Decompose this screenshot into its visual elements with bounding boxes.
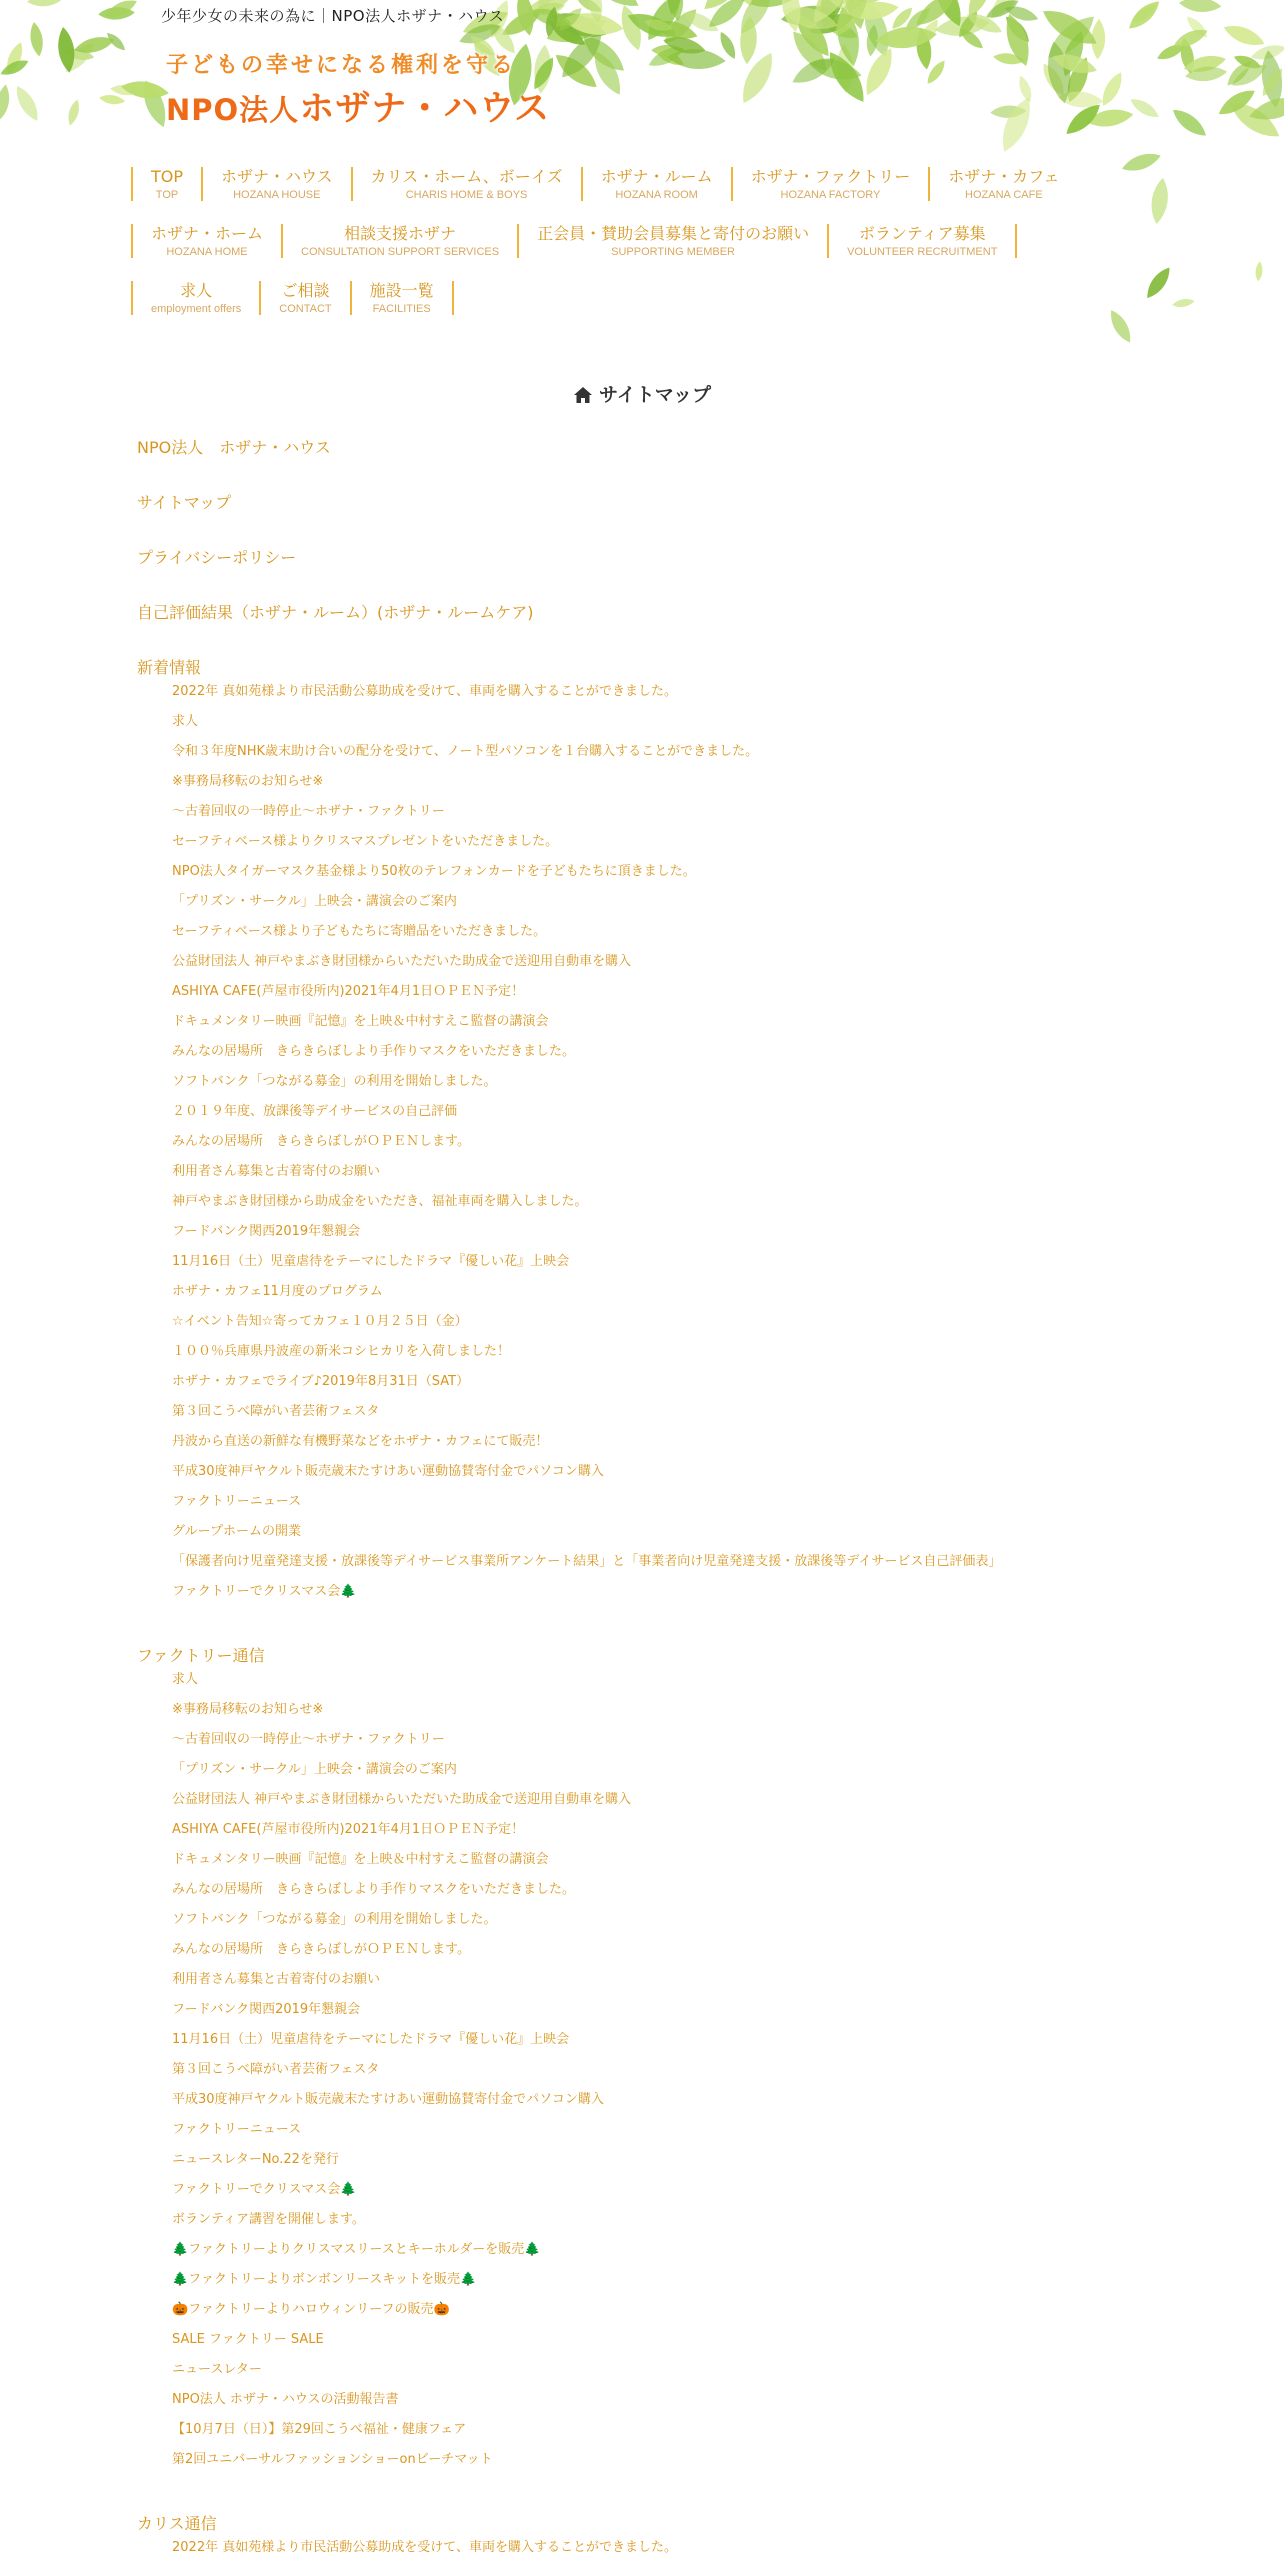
main-content xyxy=(137,380,1147,2568)
list-item xyxy=(172,1702,1147,1732)
sitemap-post-list xyxy=(172,2540,1147,2568)
sitemap-post-link[interactable]: セーフティベース様よりクリスマスプレゼントをいただきました。 xyxy=(172,834,559,849)
list-item xyxy=(172,2272,1147,2302)
site-logo[interactable] xyxy=(166,48,550,131)
leaf-shape xyxy=(1221,20,1267,50)
sitemap-post-link[interactable]: みんなの居場所 きらきらぼしより手作りマスクをいただきました。 xyxy=(172,1882,576,1897)
leaf-shape xyxy=(27,0,65,8)
site-header xyxy=(0,0,1284,360)
nav-label: ホザナ・ファクトリー xyxy=(750,167,911,186)
list-item xyxy=(172,894,1147,924)
sitemap-post-link[interactable]: セーフティベース様より子どもたちに寄贈品をいただきました。 xyxy=(172,924,547,939)
sitemap-post-link[interactable]: ファクトリーでクリスマス会🌲 xyxy=(172,1584,357,1599)
leaf-shape xyxy=(66,98,82,126)
sitemap-post-link[interactable]: ボランティア講習を開催します。 xyxy=(172,2212,365,2227)
sitemap-link-self-evaluation[interactable]: 自己評価結果（ホザナ・ルーム）(ホザナ・ルームケア) xyxy=(137,603,534,622)
list-item xyxy=(172,1104,1147,1134)
list-item xyxy=(172,1554,1147,1584)
sitemap-post-link[interactable]: 第３回こうべ障がい者芸術フェスタ xyxy=(172,1404,380,1419)
sitemap-post-link[interactable]: ASHIYA CAFE(芦屋市役所内)2021年4月1日ＯＰＥＮ予定！ xyxy=(172,984,525,999)
list-item xyxy=(172,1464,1147,1494)
list-item xyxy=(172,1404,1147,1434)
sitemap-post-link[interactable]: 11月16日（土）児童虐待をテーマにしたドラマ『優しい花』上映会 xyxy=(172,2032,570,2047)
list-item xyxy=(172,2362,1147,2392)
list-item xyxy=(172,1284,1147,1314)
sitemap-post-list xyxy=(172,684,1147,1614)
sitemap-category-title[interactable]: カリス通信 xyxy=(137,2514,217,2533)
leaf-shape xyxy=(859,44,899,99)
nav-label: ホザナ・ハウス xyxy=(221,167,333,186)
list-item xyxy=(172,1732,1147,1762)
sitemap-post-link[interactable]: 求人 xyxy=(172,714,199,729)
nav-label: ご相談 xyxy=(281,281,330,300)
sitemap-post-link[interactable]: ニュースレター xyxy=(172,2362,262,2377)
sitemap-post-link[interactable]: 第３回こうべ障がい者芸術フェスタ xyxy=(172,2062,380,2077)
sitemap-post-link[interactable]: ドキュメンタリー映画『記憶』を上映＆中村すえこ監督の講演会 xyxy=(172,1014,549,1029)
list-item xyxy=(172,2332,1147,2362)
leaf-shape xyxy=(98,93,125,105)
list-item xyxy=(172,2302,1147,2332)
nav-sublabel: HOZANA HOME xyxy=(166,246,248,258)
leaf-shape xyxy=(1169,104,1211,141)
sitemap-post-link[interactable]: 11月16日（土）児童虐待をテーマにしたドラマ『優しい花』上映会 xyxy=(172,1254,570,1269)
sitemap-post-link[interactable]: ～古着回収の一時停止～ホザナ・ファクトリー xyxy=(172,1732,445,1747)
sitemap-post-link[interactable]: 神戸やまぶき財団様から助成金をいただき、福祉車両を購入しました。 xyxy=(172,1194,588,1209)
nav-sublabel: VOLUNTEER RECRUITMENT xyxy=(847,246,998,258)
sitemap-post-link[interactable]: 求人 xyxy=(172,1672,199,1687)
sitemap-post-link[interactable]: １００％兵庫県丹波産の新米コシヒカリを入荷しました！ xyxy=(172,1344,511,1359)
sitemap-post-link[interactable]: ファクトリーニュース xyxy=(172,2122,302,2137)
list-item xyxy=(172,2062,1147,2092)
sitemap-category-title[interactable]: ファクトリー通信 xyxy=(137,1646,265,1665)
nav-item-supporting-member[interactable] xyxy=(517,224,827,258)
nav-item-contact[interactable] xyxy=(259,281,349,315)
site-tagline: 少年少女の未来の為に｜NPO法人ホザナ・ハウス xyxy=(161,7,505,25)
leaf-shape xyxy=(28,21,45,57)
sitemap-link-privacy[interactable]: プライバシーポリシー xyxy=(137,548,297,567)
leaf-shape xyxy=(11,83,43,124)
nav-sublabel: CHARIS HOME & BOYS xyxy=(405,189,528,201)
sitemap-post-link[interactable]: みんなの居場所 きらきらぼしがＯＰＥＮします。 xyxy=(172,1134,470,1149)
nav-sublabel: HOZANA ROOM xyxy=(615,189,698,201)
list-item xyxy=(172,1014,1147,1044)
global-nav-row-3 xyxy=(131,281,454,315)
list-item xyxy=(172,1074,1147,1104)
list-item xyxy=(172,2452,1147,2482)
sitemap-link-sitemap[interactable]: サイトマップ xyxy=(137,493,232,512)
sitemap-post-link[interactable]: フードバンク関西2019年懇親会 xyxy=(172,2002,361,2017)
logo-npo: NPO法人 xyxy=(166,93,300,127)
leaf-shape xyxy=(120,78,170,101)
sitemap-post-link[interactable]: 丹波から直送の新鮮な有機野菜などをホザナ・カフェにて販売！ xyxy=(172,1434,549,1449)
nav-label: ホザナ・ルーム xyxy=(600,167,713,186)
sitemap-post-link[interactable]: ドキュメンタリー映画『記憶』を上映＆中村すえこ監督の講演会 xyxy=(172,1852,549,1867)
sitemap-category-title[interactable]: 新着情報 xyxy=(137,658,202,677)
nav-item-consultation[interactable] xyxy=(281,224,517,258)
nav-sublabel: CONSULTATION SUPPORT SERVICES xyxy=(301,246,500,258)
sitemap-post-link[interactable]: ASHIYA CAFE(芦屋市役所内)2021年4月1日ＯＰＥＮ予定！ xyxy=(172,1822,525,1837)
list-item xyxy=(172,2422,1147,2452)
sitemap-category xyxy=(137,1646,1147,2482)
list-item xyxy=(172,1434,1147,1464)
sitemap-category xyxy=(137,658,1147,1614)
leaf-shape xyxy=(1125,0,1164,34)
leaf-shape xyxy=(1098,69,1127,109)
sitemap-post-link[interactable]: ホザナ・カフェ11月度のプログラム xyxy=(172,1284,383,1299)
sitemap-post-link[interactable]: 「保護者向け児童発達支援・放課後等デイサービス事業所アンケート結果」と「事業者向け児童発達支援・放課後等デイサービス自己評価表」 xyxy=(172,1554,1002,1569)
list-item xyxy=(172,1822,1147,1852)
nav-sublabel: HOZANA HOUSE xyxy=(233,189,321,201)
sitemap-post-link[interactable]: 公益財団法人 神戸やまぶき財団様からいただいた助成金で送迎用自動車を購入 xyxy=(172,954,632,969)
list-item xyxy=(172,1762,1147,1792)
leaf-shape xyxy=(1128,95,1162,122)
sitemap-post-link[interactable]: ニュースレターNo.22を発行 xyxy=(172,2152,339,2167)
leaf-shape xyxy=(1106,307,1136,346)
sitemap-post-link[interactable]: 🎃ファクトリーよりハロウィンリーフの販売🎃 xyxy=(172,2302,450,2317)
list-item xyxy=(172,2392,1147,2422)
nav-item-employment[interactable] xyxy=(131,281,259,315)
sitemap-post-link[interactable]: 2022年 真如苑様より市民活動公募助成を受けて、車両を購入することができました。 xyxy=(172,2540,677,2555)
sitemap-sections xyxy=(137,658,1147,2568)
nav-label: カリス・ホーム、ボーイズ xyxy=(370,167,563,186)
sitemap-post-link[interactable]: 第2回ユニバーサルファッションショーonビーチマット xyxy=(172,2452,493,2467)
leaf-shape xyxy=(735,48,780,108)
leaf-shape xyxy=(1120,149,1163,175)
logo-name: ホザナ・ハウス xyxy=(299,89,551,129)
list-item xyxy=(172,744,1147,774)
list-item xyxy=(172,684,1147,714)
nav-label: 施設一覧 xyxy=(369,281,434,300)
sitemap-post-link[interactable]: 「プリズン・サークル」上映会・講演会のご案内 xyxy=(172,1762,457,1777)
sitemap-post-link[interactable]: 🌲ファクトリーよりボンボンリースキットを販売🌲 xyxy=(172,2272,477,2287)
nav-item-top[interactable] xyxy=(131,167,201,201)
sitemap-post-link[interactable]: 🌲ファクトリーよりクリスマスリースとキーホルダーを販売🌲 xyxy=(172,2242,541,2257)
page-title xyxy=(137,380,1147,410)
list-item xyxy=(172,804,1147,834)
leaf-shape xyxy=(1149,177,1171,225)
sitemap-post-link[interactable]: グループホームの開業 xyxy=(172,1524,301,1539)
sitemap-post-link[interactable]: ※事務局移転のお知らせ※ xyxy=(172,1702,324,1717)
list-item xyxy=(172,2540,1147,2568)
leaf-shape xyxy=(1178,0,1222,14)
sitemap-post-link[interactable]: NPO法人タイガーマスク基金様より50枚のテレフォンカードを子どもたちに頂きました。 xyxy=(172,864,696,879)
nav-label: 相談支援ホザナ xyxy=(344,224,457,243)
nav-item-volunteer[interactable] xyxy=(827,224,1017,258)
list-item xyxy=(172,1942,1147,1972)
nav-item-facilities[interactable] xyxy=(350,281,454,315)
list-item xyxy=(172,924,1147,954)
list-item xyxy=(172,1134,1147,1164)
nav-sublabel: SUPPORTING MEMBER xyxy=(611,246,735,258)
nav-sublabel: employment offers xyxy=(151,303,242,315)
nav-item-hozana-home[interactable] xyxy=(131,224,281,258)
list-item xyxy=(172,2242,1147,2272)
list-item xyxy=(172,1164,1147,1194)
nav-sublabel: HOZANA FACTORY xyxy=(780,189,881,201)
sitemap-post-link[interactable]: ～古着回収の一時停止～ホザナ・ファクトリー xyxy=(172,804,445,819)
global-nav-row-2 xyxy=(131,224,1017,258)
sitemap-post-link[interactable]: 令和３年度NHK歳末助け合いの配分を受けて、ノート型パソコンを１台購入することができました。 xyxy=(172,744,759,759)
leaf-shape xyxy=(0,83,12,121)
sitemap-post-link[interactable]: ホザナ・カフェでライブ♪2019年8月31日（SAT） xyxy=(172,1374,470,1389)
list-item xyxy=(172,2092,1147,2122)
sitemap-link-home[interactable]: NPO法人 ホザナ・ハウス xyxy=(137,438,331,457)
nav-item-hozana-factory[interactable] xyxy=(731,167,929,201)
nav-label: ホザナ・ホーム xyxy=(151,224,264,243)
list-item xyxy=(172,834,1147,864)
list-item xyxy=(172,1254,1147,1284)
sitemap-post-list xyxy=(172,1672,1147,2482)
sitemap-post-link[interactable]: ソフトバンク「つながる募金」の利用を開始しました。 xyxy=(172,1912,497,1927)
list-item xyxy=(172,2002,1147,2032)
nav-label: TOP xyxy=(151,167,184,186)
nav-label: 求人 xyxy=(180,281,213,300)
leaf-shape xyxy=(1172,297,1196,308)
sitemap-post-link[interactable]: 利用者さん募集と古着寄付のお願い xyxy=(172,1164,381,1179)
list-item xyxy=(172,864,1147,894)
nav-item-charis-home[interactable] xyxy=(351,167,581,201)
list-item xyxy=(172,1524,1147,1554)
list-item xyxy=(172,1882,1147,1912)
sitemap-post-link[interactable]: 平成30度神戸ヤクルト販売歳末たすけあい運動協賛寄付金でパソコン購入 xyxy=(172,1464,604,1479)
sitemap-post-link[interactable]: ファクトリーでクリスマス会🌲 xyxy=(172,2182,357,2197)
sitemap-post-link[interactable]: 利用者さん募集と古着寄付のお願い xyxy=(172,1972,381,1987)
global-nav-row-1 xyxy=(131,167,1077,201)
list-item xyxy=(172,1972,1147,2002)
page-title-text: サイトマップ xyxy=(599,384,711,406)
list-item xyxy=(172,1912,1147,1942)
sitemap-post-link[interactable]: ※事務局移転のお知らせ※ xyxy=(172,774,324,789)
leaf-shape xyxy=(995,93,1038,155)
list-item xyxy=(172,1374,1147,1404)
list-item xyxy=(172,1792,1147,1822)
list-item xyxy=(172,1224,1147,1254)
nav-sublabel: CONTACT xyxy=(279,303,332,315)
sitemap-post-link[interactable]: ソフトバンク「つながる募金」の利用を開始しました。 xyxy=(172,1074,497,1089)
nav-label: 正会員・賛助会員募集と寄付のお願い xyxy=(537,224,810,243)
logo-title xyxy=(166,81,550,131)
nav-item-hozana-room[interactable] xyxy=(581,167,731,201)
sitemap-post-link[interactable]: 【10月7日（日）】第29回こうべ福祉・健康フェア xyxy=(172,2422,467,2437)
logo-tagline: 子どもの幸せになる権利を守る xyxy=(166,53,517,78)
list-item xyxy=(172,2032,1147,2062)
sitemap-post-link[interactable]: 公益財団法人 神戸やまぶき財団様からいただいた助成金で送迎用自動車を購入 xyxy=(172,1792,632,1807)
list-item xyxy=(172,1044,1147,1074)
sitemap-post-link[interactable]: ☆イベント告知☆寄ってカフェ１０月２５日（金） xyxy=(172,1314,468,1329)
list-item xyxy=(172,1194,1147,1224)
list-item xyxy=(172,1584,1147,1614)
list-item xyxy=(172,954,1147,984)
home-icon xyxy=(573,386,593,404)
leaf-shape xyxy=(716,30,739,62)
sitemap-post-link[interactable]: SALE ファクトリー SALE xyxy=(172,2332,324,2347)
list-item xyxy=(172,2182,1147,2212)
sitemap-post-link[interactable]: 2022年 真如苑様より市民活動公募助成を受けて、車両を購入することができました。 xyxy=(172,684,677,699)
nav-sublabel: TOP xyxy=(155,189,179,201)
sitemap-post-link[interactable]: 「プリズン・サークル」上映会・講演会のご案内 xyxy=(172,894,457,909)
nav-sublabel: FACILITIES xyxy=(372,303,431,315)
list-item xyxy=(172,2212,1147,2242)
sitemap-category xyxy=(137,2514,1147,2568)
sitemap-post-link[interactable]: フードバンク関西2019年懇親会 xyxy=(172,1224,361,1239)
list-item xyxy=(172,984,1147,1014)
list-item xyxy=(172,774,1147,804)
list-item xyxy=(172,2122,1147,2152)
list-item xyxy=(172,1314,1147,1344)
list-item xyxy=(172,2152,1147,2182)
leaf-shape xyxy=(1255,261,1264,282)
nav-item-hozana-cafe[interactable] xyxy=(928,167,1077,201)
sitemap-post-link[interactable]: みんなの居場所 きらきらぼしより手作りマスクをいただきました。 xyxy=(172,1044,576,1059)
nav-sublabel: HOZANA CAFE xyxy=(965,189,1043,201)
nav-item-hozana-house[interactable] xyxy=(201,167,351,201)
list-item xyxy=(172,1672,1147,1702)
nav-label: ボランティア募集 xyxy=(858,224,986,243)
sitemap-post-link[interactable]: ２０１９年度、放課後等デイサービスの自己評価 xyxy=(172,1104,458,1119)
sitemap-post-link[interactable]: ファクトリーニュース xyxy=(172,1494,302,1509)
sitemap-post-link[interactable]: NPO法人 ホザナ・ハウスの活動報告書 xyxy=(172,2392,399,2407)
leaf-shape xyxy=(1142,264,1174,302)
list-item xyxy=(172,1852,1147,1882)
list-item xyxy=(172,714,1147,744)
list-item xyxy=(172,1344,1147,1374)
list-item xyxy=(172,1494,1147,1524)
sitemap-post-link[interactable]: 平成30度神戸ヤクルト販売歳末たすけあい運動協賛寄付金でパソコン購入 xyxy=(172,2092,604,2107)
sitemap-post-link[interactable]: みんなの居場所 きらきらぼしがＯＰＥＮします。 xyxy=(172,1942,470,1957)
nav-label: ホザナ・カフェ xyxy=(948,167,1060,186)
